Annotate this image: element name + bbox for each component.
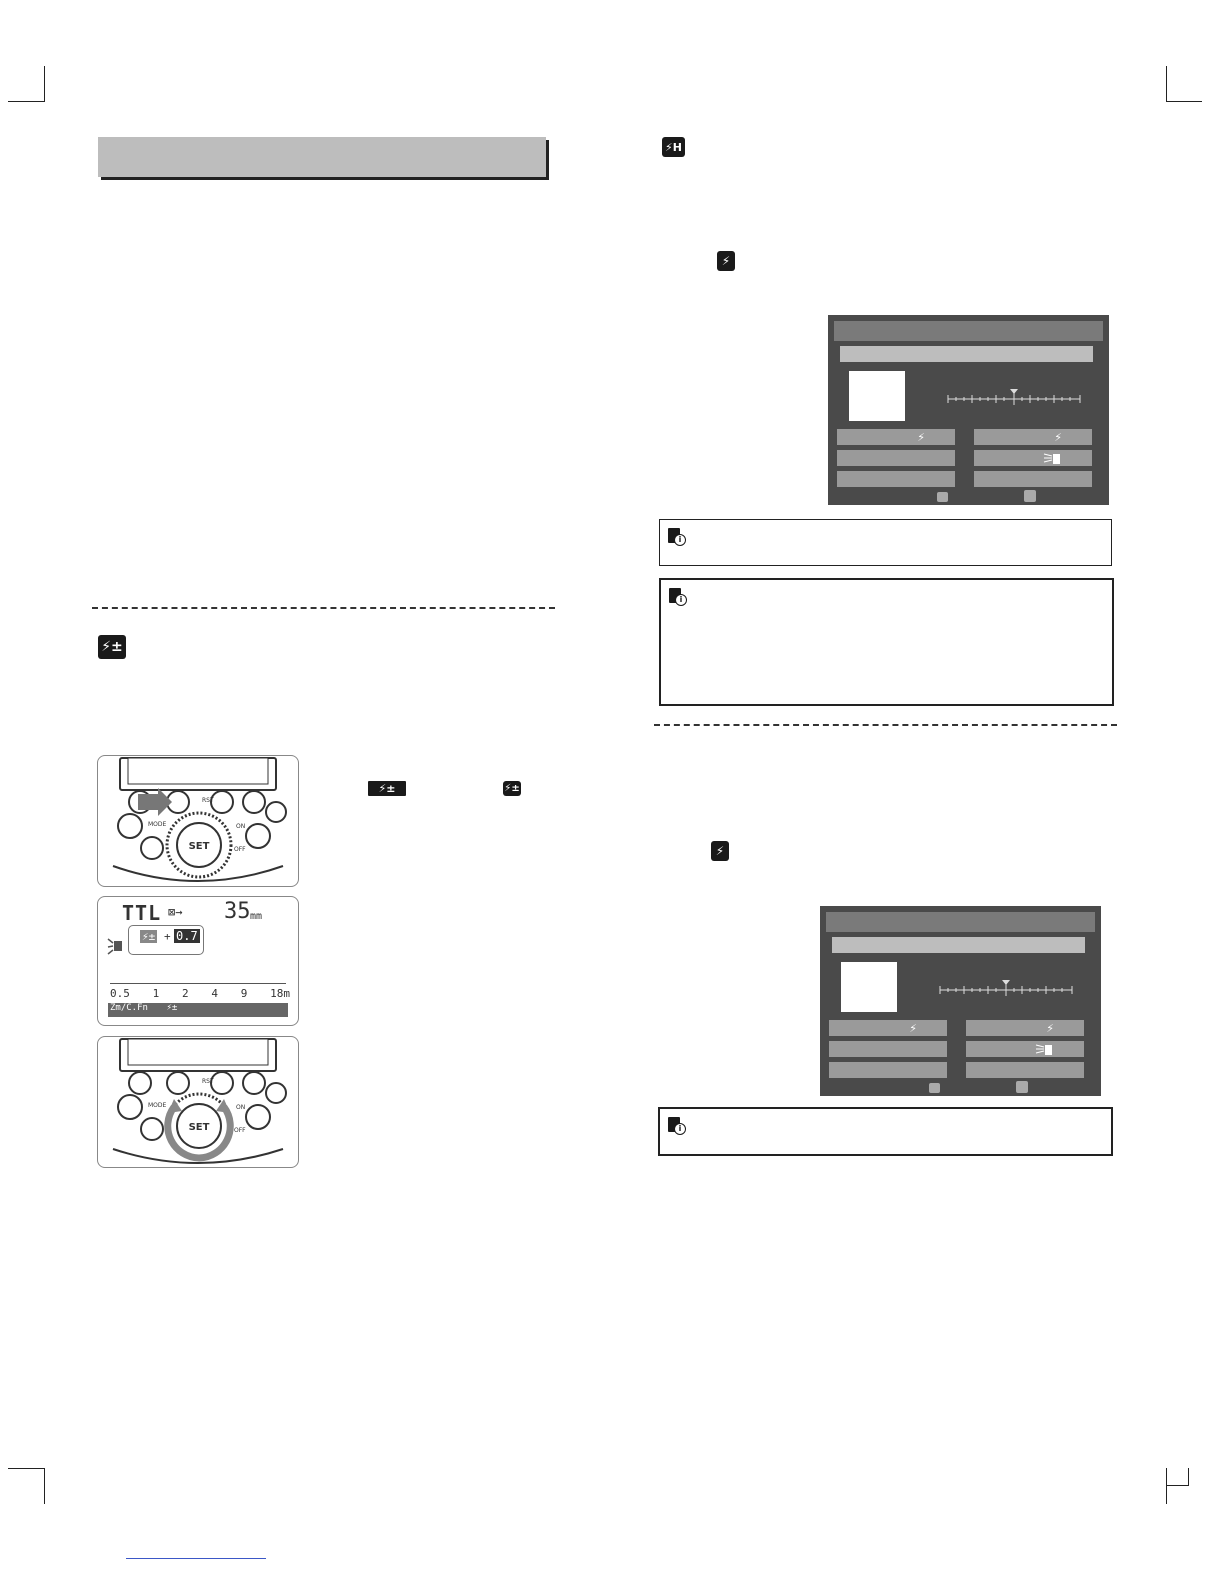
svg-text:OFF: OFF <box>234 1127 246 1134</box>
note-icon <box>668 528 680 543</box>
lcd-display-illustration <box>97 896 299 1026</box>
lcd-scale-tick: 9 <box>240 987 248 1000</box>
lcd-scale-tick: 2 <box>182 987 189 1000</box>
caution-box <box>659 578 1114 706</box>
lcd-segment <box>248 1003 289 1017</box>
info-icon[interactable] <box>1024 490 1036 502</box>
screen-option-button[interactable] <box>829 1062 947 1078</box>
svg-text:SET: SET <box>188 841 210 852</box>
section-heading-bar <box>98 137 546 177</box>
exposure-scale <box>946 389 1082 405</box>
screen-title-bar <box>826 912 1095 932</box>
high-speed-sync-icon: ⚡H <box>662 137 685 157</box>
lcd-flash-burst-icon <box>106 935 130 959</box>
lcd-zoom-unit: mm <box>250 911 263 922</box>
screen-option-button[interactable] <box>974 450 1092 466</box>
flash-icon: ⚡ <box>717 251 735 271</box>
lcd-scale-tick: 18m <box>270 987 290 1000</box>
screen-subtitle-bar <box>832 937 1085 953</box>
exposure-scale <box>938 980 1074 996</box>
footer-link-underline[interactable] <box>126 1558 266 1559</box>
svg-text:OFF: OFF <box>234 846 246 853</box>
crop-mark <box>1188 1468 1189 1486</box>
screen-option-button[interactable]: ⚡ <box>837 429 955 445</box>
screen-option-button[interactable]: ⚡ <box>966 1020 1084 1036</box>
note-icon <box>669 588 681 603</box>
lcd-scale-tick: 1 <box>152 987 160 1000</box>
lcd-fec-value: 0.7 <box>176 929 198 943</box>
dial-rotation-illustration <box>97 1036 299 1168</box>
note-box <box>659 519 1112 566</box>
fec-button-icon: ⚡± <box>368 781 406 796</box>
flash-unit-illustration <box>97 755 299 887</box>
flash-dial-drawing <box>98 1037 298 1167</box>
flash-exposure-compensation-icon: ⚡± <box>98 635 126 659</box>
crop-mark <box>44 66 45 102</box>
lcd-zoom-prefix: ⊠→ <box>168 905 183 919</box>
lcd-scale-tick: 0.5 <box>110 987 130 1000</box>
flash-head-icon <box>1042 451 1062 465</box>
screen-preview-box <box>841 962 897 1012</box>
lcd-segment: Zm/C.Fn <box>110 1003 148 1013</box>
screen-option-button[interactable]: ⚡ <box>829 1020 947 1036</box>
screen-subtitle-bar <box>840 346 1093 362</box>
lcd-fec-sign: + <box>164 930 171 943</box>
screen-option-button[interactable] <box>966 1062 1084 1078</box>
screen-option-button[interactable] <box>966 1041 1084 1057</box>
menu-icon[interactable] <box>937 492 948 502</box>
svg-text:ON: ON <box>236 823 246 830</box>
lcd-fec-label: ⚡± <box>142 930 156 943</box>
crop-mark <box>1166 66 1167 102</box>
section-divider <box>654 724 1117 726</box>
flash-back-drawing <box>98 756 298 886</box>
note-box <box>658 1107 1113 1156</box>
crop-mark <box>8 101 44 102</box>
lcd-bottom-bar <box>108 1003 288 1017</box>
lcd-segment: ⚡± <box>166 1003 178 1013</box>
lcd-scale-tick: 4 <box>211 987 218 1000</box>
crop-mark <box>1166 1468 1167 1504</box>
flash-icon: ⚡ <box>711 841 729 861</box>
note-icon <box>668 1117 680 1132</box>
lcd-scale-labels <box>110 987 290 1000</box>
screen-title-bar <box>834 321 1103 341</box>
crop-mark <box>8 1468 44 1469</box>
screen-preview-box <box>849 371 905 421</box>
lcd-zoom-value: 35 <box>224 899 251 924</box>
menu-icon[interactable] <box>929 1083 940 1093</box>
lcd-segment <box>207 1003 248 1017</box>
camera-flash-settings-screen <box>828 315 1109 505</box>
flash-head-icon <box>1034 1042 1054 1056</box>
svg-text:ON: ON <box>236 1104 246 1111</box>
screen-option-button[interactable] <box>974 471 1092 487</box>
svg-text:MODE: MODE <box>148 1102 167 1109</box>
svg-text:RST: RST <box>202 1078 214 1085</box>
screen-option-button[interactable] <box>829 1041 947 1057</box>
screen-option-button[interactable]: ⚡ <box>974 429 1092 445</box>
lcd-mode: TTL <box>122 901 162 925</box>
section-divider <box>92 607 555 609</box>
screen-option-button[interactable] <box>837 450 955 466</box>
crop-mark <box>44 1468 45 1504</box>
camera-flash-settings-screen <box>820 906 1101 1096</box>
crop-mark <box>1166 1485 1188 1486</box>
fec-display-icon: ⚡± <box>504 783 520 794</box>
lcd-scale-line <box>110 983 286 984</box>
screen-option-button[interactable] <box>837 471 955 487</box>
svg-text:MODE: MODE <box>148 821 167 828</box>
crop-mark <box>1166 101 1202 102</box>
svg-text:RST: RST <box>202 797 214 804</box>
svg-text:SET: SET <box>188 1122 210 1133</box>
info-icon[interactable] <box>1016 1081 1028 1093</box>
